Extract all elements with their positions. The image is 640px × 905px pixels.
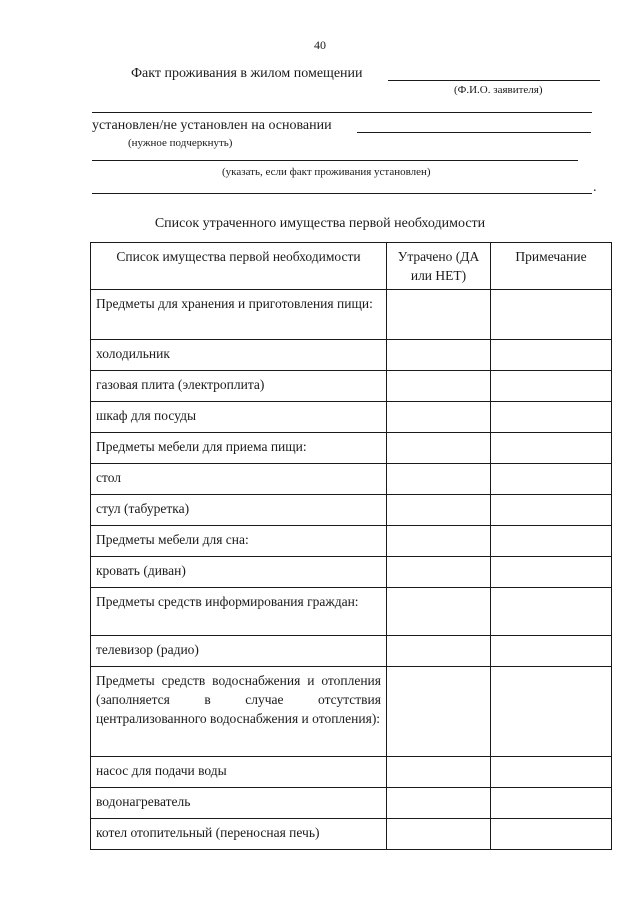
row-note-cell[interactable] [491, 588, 612, 636]
basis-continuation-line[interactable] [92, 160, 578, 161]
underline-hint: (нужное подчеркнуть) [128, 137, 233, 149]
row-lost-cell[interactable] [387, 464, 491, 495]
header-note: Примечание [491, 243, 612, 290]
specify-hint: (указать, если факт проживания установлен) [222, 166, 431, 178]
table-row [91, 371, 612, 402]
row-note-cell[interactable] [491, 371, 612, 402]
table-row [91, 588, 612, 636]
table-row [91, 340, 612, 371]
row-note-cell[interactable] [491, 433, 612, 464]
row-lost-cell[interactable] [387, 433, 491, 464]
row-item: холодильник [91, 340, 387, 371]
row-item: газовая плита (электроплита) [91, 371, 387, 402]
table-row [91, 819, 612, 850]
row-lost-cell[interactable] [387, 588, 491, 636]
list-title: Список утраченного имущества первой необходимости [154, 216, 486, 231]
row-lost-cell[interactable] [387, 340, 491, 371]
table-row [91, 557, 612, 588]
row-note-cell[interactable] [491, 557, 612, 588]
row-note-cell[interactable] [491, 340, 612, 371]
residence-label: Факт проживания в жилом помещении [131, 66, 363, 81]
page-number: 40 [314, 38, 326, 52]
row-lost-cell[interactable] [387, 495, 491, 526]
table-row [91, 788, 612, 819]
row-item: насос для подачи воды [91, 757, 387, 788]
row-item: Предметы средств водоснабжения и отопления (заполняется в случае отсутствия централизованного водоснабжения и отопления): [91, 667, 387, 757]
basis-label: установлен/не установлен на основании [92, 118, 332, 133]
row-item: шкаф для посуды [91, 402, 387, 433]
residence-continuation-line[interactable] [92, 112, 592, 113]
row-lost-cell[interactable] [387, 788, 491, 819]
row-note-cell[interactable] [491, 402, 612, 433]
row-lost-cell[interactable] [387, 371, 491, 402]
row-lost-cell[interactable] [387, 819, 491, 850]
row-lost-cell[interactable] [387, 402, 491, 433]
row-item: телевизор (радио) [91, 636, 387, 667]
table-row [91, 290, 612, 340]
row-item: котел отопительный (переносная печь) [91, 819, 387, 850]
end-mark: . [593, 180, 597, 195]
basis-final-line[interactable] [92, 193, 592, 194]
header-property: Список имущества первой необходимости [91, 243, 387, 290]
row-lost-cell[interactable] [387, 526, 491, 557]
row-note-cell[interactable] [491, 788, 612, 819]
table-row [91, 667, 612, 757]
table-row [91, 433, 612, 464]
row-note-cell[interactable] [491, 290, 612, 340]
applicant-name-hint: (Ф.И.О. заявителя) [454, 84, 543, 96]
row-item: водонагреватель [91, 788, 387, 819]
table-row [91, 757, 612, 788]
row-note-cell[interactable] [491, 526, 612, 557]
table-row [91, 464, 612, 495]
row-lost-cell[interactable] [387, 290, 491, 340]
table-row [91, 495, 612, 526]
table-row [91, 402, 612, 433]
table-header-row [91, 243, 612, 290]
row-item: Предметы мебели для сна: [91, 526, 387, 557]
row-lost-cell[interactable] [387, 757, 491, 788]
row-item: Предметы средств информирования граждан: [91, 588, 387, 636]
row-note-cell[interactable] [491, 819, 612, 850]
row-note-cell[interactable] [491, 757, 612, 788]
row-note-cell[interactable] [491, 464, 612, 495]
row-item: кровать (диван) [91, 557, 387, 588]
row-item: Предметы для хранения и приготовления пищи: [91, 290, 387, 340]
basis-line[interactable] [357, 132, 591, 133]
property-table [90, 242, 612, 850]
row-lost-cell[interactable] [387, 557, 491, 588]
row-lost-cell[interactable] [387, 636, 491, 667]
row-item: стул (табуретка) [91, 495, 387, 526]
table-row [91, 636, 612, 667]
row-note-cell[interactable] [491, 636, 612, 667]
applicant-name-line[interactable] [388, 80, 600, 81]
row-item: Предметы мебели для приема пищи: [91, 433, 387, 464]
row-lost-cell[interactable] [387, 667, 491, 757]
table-row [91, 526, 612, 557]
row-item: стол [91, 464, 387, 495]
header-lost: Утрачено (ДА или НЕТ) [387, 243, 491, 290]
row-note-cell[interactable] [491, 495, 612, 526]
row-note-cell[interactable] [491, 667, 612, 757]
